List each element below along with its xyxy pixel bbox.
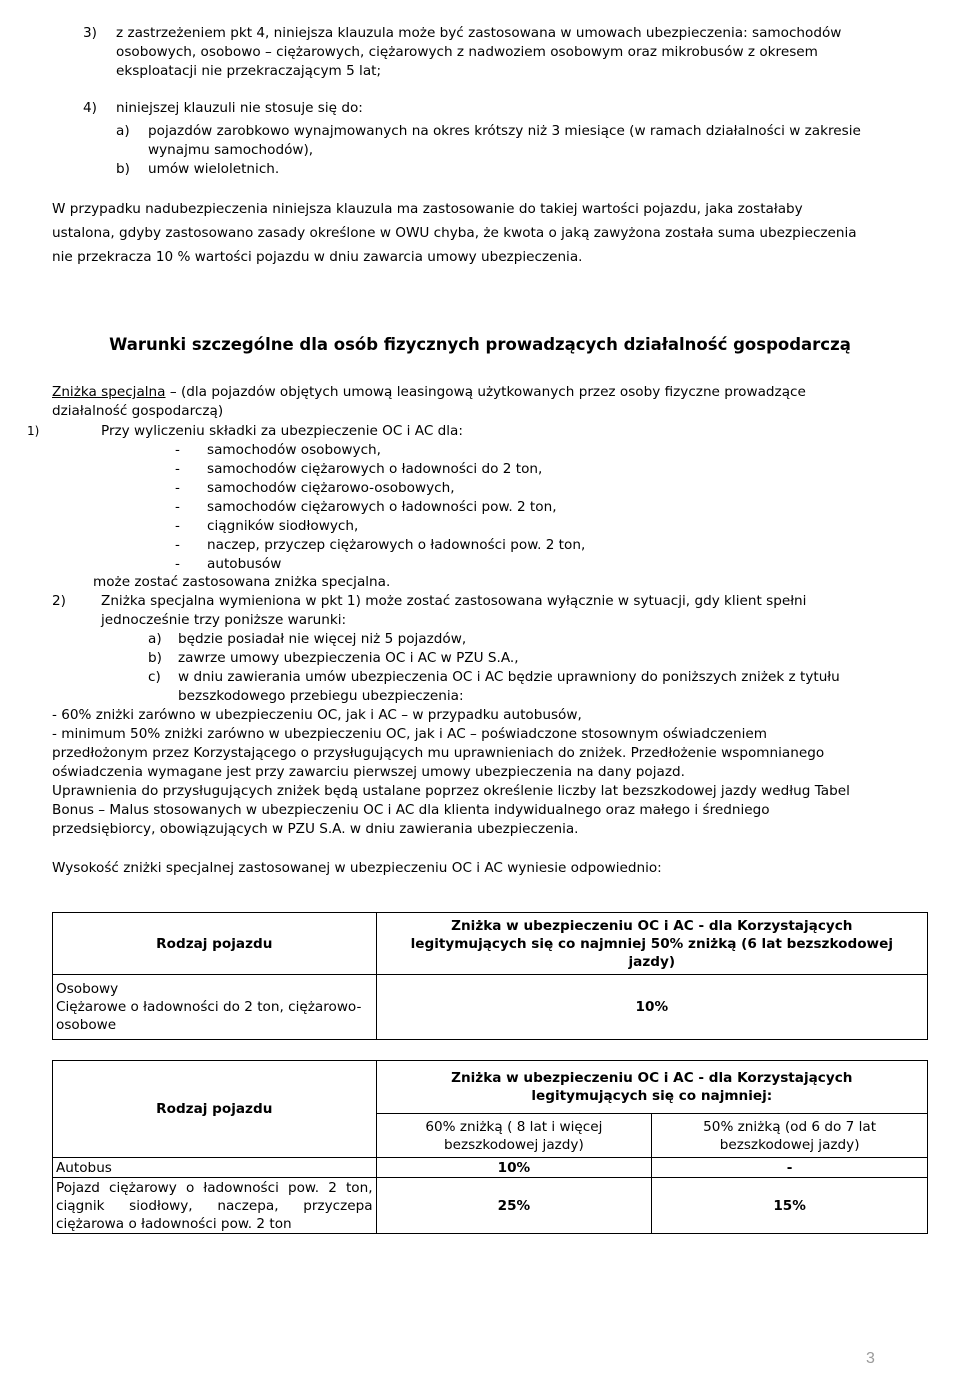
condition-c-line: bezszkodowego przebiegu ubezpieczenia: (178, 688, 464, 704)
vehicle-list (175, 441, 585, 574)
clause-3-line: eksploatacji nie przekraczającym 5 lat; (116, 63, 382, 79)
table-1-header-row (53, 913, 928, 975)
item-1-text: Przy wyliczeniu składki za ubezpieczenie OC i AC dla: (101, 423, 463, 439)
table-row (53, 1178, 928, 1234)
vehicle-list-item: - samochodów ciężarowych o ładowności pow. 2 ton, (175, 499, 557, 515)
discount-table-2 (52, 1060, 928, 1234)
clause-3-text (116, 24, 884, 81)
table-2-vehicle-cell: Pojazd ciężarowy o ładowności pow. 2 ton, ciągnik siodłowy, naczepa, przyczepa ciężarowa o ładowności pow. 2 ton (53, 1178, 377, 1234)
table-2-value-50: - (652, 1158, 928, 1178)
table-2-vehicle-cell: Autobus (53, 1158, 377, 1178)
special-discount-line: działalność gospodarczą) (52, 403, 224, 419)
clause-3-line: osobowych, osobowo – ciężarowych, ciężarowych z nadwoziem osobowym oraz mikrobusów z okresem (116, 44, 818, 60)
discount-line: Uprawnienia do przysługujących zniżek będą ustalane poprzez określenie liczby lat bezszkodowej jazdy według Tabel (52, 783, 850, 799)
table-1-discount-value: 10% (376, 975, 927, 1040)
special-discount-line (52, 383, 870, 402)
condition-b-text: zawrze umowy ubezpieczenia OC i AC w PZU S.A., (178, 650, 519, 666)
table-2-vehicle-header: Rodzaj pojazdu (53, 1061, 377, 1158)
clause-4a-line: pojazdów zarobkowo wynajmowanych na okres krótszy niż 3 miesiące (w ramach działalności w zakresie (148, 123, 861, 139)
clause-4a-number: a) (116, 123, 130, 139)
discount-line: Bonus – Malus stosowanych w ubezpieczeniu OC i AC dla klienta indywidualnego oraz małego i średniego (52, 802, 770, 818)
table-row (53, 975, 928, 1040)
vehicle-list-item: - samochodów ciężarowo-osobowych, (175, 480, 455, 496)
table-2-sub-header-60: 60% zniżką ( 8 lat i więcej bezszkodowej jazdy) (376, 1114, 652, 1158)
discount-line: przedsiębiorcy, obowiązujących w PZU S.A. w dniu zawierania ubezpieczenia. (52, 821, 579, 837)
amount-intro: Wysokość zniżki specjalnej zastosowanej w ubezpieczeniu OC i AC wyniesie odpowiednio: (52, 860, 662, 876)
condition-c-text (178, 668, 878, 706)
table-2-value-60: 10% (376, 1158, 652, 1178)
vehicle-list-item: - autobusów (175, 556, 282, 572)
clause-3-number: 3) (83, 25, 97, 41)
clause-4-number: 4) (83, 100, 97, 116)
table-2-sub-header-50: 50% zniżką (od 6 do 7 lat bezszkodowej jazdy) (652, 1114, 928, 1158)
overinsurance-line: ustalona, gdyby zastosowano zasady określone w OWU chyba, że kwota o jaką zawyżona została suma ubezpieczenia (52, 225, 857, 241)
vehicle-list-item: - samochodów ciężarowych o ładowności do 2 ton, (175, 461, 543, 477)
condition-c-line: w dniu zawierania umów ubezpieczenia OC i AC będzie uprawniony do poniższych zniżek z tytułu (178, 669, 840, 685)
vehicle-list-item: - ciągników siodłowych, (175, 518, 359, 534)
table-2-value-60: 25% (376, 1178, 652, 1234)
item-1-number: 1) (27, 424, 40, 438)
condition-c-number: c) (148, 669, 161, 685)
overinsurance-line: nie przekracza 10 % wartości pojazdu w dniu zawarcia umowy ubezpieczenia. (52, 249, 583, 265)
table-2-header-row (53, 1061, 928, 1114)
condition-b-number: b) (148, 650, 162, 666)
table-1-discount-header: Zniżka w ubezpieczeniu OC i AC - dla Korzystających legitymujących się co najmniej 50% zniżką (6 lat bezszkodowej jazdy) (376, 913, 927, 975)
table-1-vehicle-header: Rodzaj pojazdu (53, 913, 377, 975)
condition-a-number: a) (148, 631, 162, 647)
special-discount-intro (52, 383, 870, 421)
table-row (53, 1158, 928, 1178)
table-1-vehicle-cell (53, 975, 377, 1040)
discount-line: przedłożonym przez Korzystającego o przysługujących mu uprawnieniach do zniżek. Przedłożenie wspomnianego (52, 745, 825, 761)
clause-4-text: niniejszej klauzuli nie stosuje się do: (116, 100, 363, 116)
table-1-vehicle-line: Osobowy (56, 981, 119, 997)
vehicle-list-item: - naczep, przyczep ciężarowych o ładowności pow. 2 ton, (175, 537, 586, 553)
item-2-number: 2) (52, 593, 66, 609)
condition-a-text: będzie posiadał nie więcej niż 5 pojazdów, (178, 631, 467, 647)
clause-4b-number: b) (116, 161, 130, 177)
table-2-value-50: 15% (652, 1178, 928, 1234)
special-discount-desc: – (dla pojazdów objętych umową leasingową użytkowanych przez osoby fizyczne prowadzące (165, 384, 806, 400)
page-number: 3 (866, 1350, 875, 1367)
overinsurance-paragraph (52, 197, 870, 269)
table-2-group-header: Zniżka w ubezpieczeniu OC i AC - dla Korzystających legitymujących się co najmniej: (376, 1061, 927, 1114)
overinsurance-line: W przypadku nadubezpieczenia niniejsza klauzula ma zastosowanie do takiej wartości pojazdu, jaka zostałaby (52, 201, 803, 217)
special-discount-label: Zniżka specjalna (52, 384, 166, 400)
item-2-line: Zniżka specjalna wymieniona w pkt 1) może zostać zastosowana wyłącznie w sytuacji, gdy klient spełni (101, 593, 807, 609)
item-2-text (101, 592, 878, 630)
discount-line: - 60% zniżki zarówno w ubezpieczeniu OC, jak i AC – w przypadku autobusów, (52, 707, 582, 723)
item-2-line: jednocześnie trzy poniższe warunki: (101, 612, 347, 628)
vehicle-list-item: - samochodów osobowych, (175, 442, 381, 458)
section-heading: Warunki szczególne dla osób fizycznych prowadzących działalność gospodarczą (109, 335, 851, 354)
discount-table-1 (52, 912, 928, 1040)
discount-paragraph (52, 706, 878, 839)
clause-4a-line: wynajmu samochodów), (148, 142, 314, 158)
discount-line: - minimum 50% zniżki zarówno w ubezpieczeniu OC, jak i AC – poświadczone stosownym oświadczeniem (52, 726, 767, 742)
item-1-closing: może zostać zastosowana zniżka specjalna. (93, 574, 391, 590)
discount-line: oświadczenia wymagane jest przy zawarciu pierwszej umowy ubezpieczenia na dany pojazd. (52, 764, 685, 780)
table-1-vehicle-line: Ciężarowe o ładowności do 2 ton, ciężarowo-osobowe (56, 999, 362, 1033)
clause-3-line: z zastrzeżeniem pkt 4, niniejsza klauzula może być zastosowana w umowach ubezpieczenia: samochodów (116, 25, 842, 41)
clause-4b-text: umów wieloletnich. (148, 161, 280, 177)
clause-4a-text (148, 122, 878, 160)
